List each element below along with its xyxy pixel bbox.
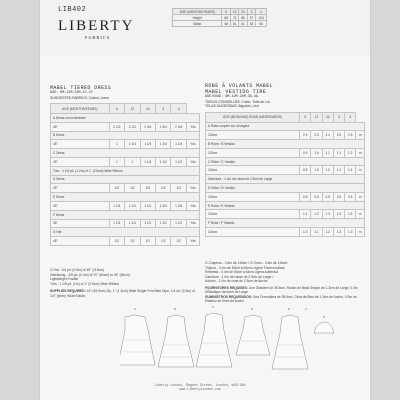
english-supplies: 16" (35.5cm) Zip, 1" (1.3cm) Wide Single Fold Bias Tape, 1/4 yd. (0.3m) of 1/4" (6mm) Wide Elastic: [50, 289, 195, 298]
french-table-cell: 1.2: [311, 210, 322, 219]
english-table-cell: 45": [51, 237, 110, 246]
french-table-cell: 1.1: [333, 166, 344, 175]
table-row: [206, 166, 365, 175]
french-table-cell: 1.0: [311, 166, 322, 175]
french-table-cell: 1.1: [333, 148, 344, 157]
french-spanish-column: [205, 83, 365, 237]
english-table-cell: 45": [51, 157, 110, 166]
table-row: [173, 21, 267, 27]
french-table-cell: 0.5: [300, 192, 311, 201]
english-column: [50, 85, 200, 246]
french-table-cell: 1.5: [333, 210, 344, 219]
french-table-cell: 2.5: [333, 131, 344, 140]
french-table-cell: 2.3: [300, 131, 311, 140]
table-row: [206, 122, 365, 131]
body-measurement-header-2: 12: [230, 9, 238, 15]
french-table-cell: A Robe-coupée sur la largeur: [206, 122, 365, 131]
english-table-cell: A Dress-not contrastive: [51, 114, 200, 123]
body-measurement-header-3: 24: [239, 9, 247, 15]
english-table-cell: 45": [51, 122, 110, 131]
english-table-cell: 1 1/2: [125, 201, 140, 210]
french-table-cell: 1.0: [322, 166, 333, 175]
english-table-cell: B Dress: [51, 131, 200, 140]
body-measurement-cell: Waist: [173, 21, 222, 27]
body-measurement-cell: 86: [239, 15, 247, 21]
english-table-cell: 1 1/4: [125, 140, 140, 149]
english-table-header-5: 4: [171, 104, 186, 114]
table-row: [51, 210, 200, 219]
english-table-header-0: AGE (MONTHS/YEARS): [51, 104, 110, 114]
english-table-cell: 2 3/4: [140, 122, 155, 131]
french-table-header-2: 12: [311, 112, 322, 122]
french-table-cell: 0.5: [345, 192, 356, 201]
table-row: [51, 157, 200, 166]
body-measurement-cell: 53: [247, 21, 255, 27]
table-row: [51, 114, 200, 123]
french-table-cell: 115cm: [206, 210, 300, 219]
pattern-code: LIB402: [58, 6, 87, 14]
body-measurement-header-1: 6: [222, 9, 230, 15]
french-note: Triplure - 0.4m de 50cm à 64cm Légère Thermocollant: [205, 265, 285, 270]
english-table-cell: 1 1/4: [156, 140, 171, 149]
english-table-cell: 1 1/2: [156, 157, 171, 166]
french-notes: [205, 261, 365, 304]
french-table-cell: 1.5: [345, 210, 356, 219]
body-measurement-cell: Height: [173, 15, 222, 21]
french-table-header-3: 24: [322, 112, 333, 122]
french-table-cell: 1.3: [333, 228, 344, 237]
sketch-label-b: B: [174, 307, 177, 311]
english-table-cell: 1: [109, 140, 124, 149]
english-table-cell: 1/2: [125, 184, 140, 193]
english-fabrics: SUGGESTED FABRICS: Cotton, Linen: [50, 95, 109, 100]
footer: [0, 383, 400, 392]
body-measurement-cell: 97: [247, 15, 255, 21]
french-note: G Chapeau - 0.6m de 115cm / G Gorro - 0.6m de 115cm: [205, 261, 288, 265]
french-table-cell: 1.0: [300, 228, 311, 237]
french-table-cell: 1.3: [322, 210, 333, 219]
table-row: [206, 140, 365, 149]
english-table-cell: 1/2: [171, 184, 186, 193]
english-table-cell: 1 1/4: [125, 219, 140, 228]
french-table-cell: 1.3: [345, 228, 356, 237]
french-table-cell: m: [356, 192, 365, 201]
french-table-cell: 115cm: [206, 192, 300, 201]
table-row: [51, 184, 200, 193]
english-table-cell: 1/2: [109, 184, 124, 193]
french-table-cell: 0.5: [322, 192, 333, 201]
english-table-cell: 1 1/2: [140, 219, 155, 228]
english-table-cell: 45": [51, 201, 110, 210]
english-note: Lightweight Fusible: [50, 277, 79, 281]
french-table-cell: 1.4: [345, 166, 356, 175]
table-row: [206, 148, 365, 157]
body-measurement-header-0: ÂGE (MONTHS/YEARS): [173, 9, 222, 15]
english-table-cell: 1/2: [109, 237, 124, 246]
table-row: [206, 201, 365, 210]
footer-web: www.LibertyLondon.com: [179, 387, 221, 392]
sketch-label-d: D: [251, 307, 254, 311]
table-row: [206, 228, 365, 237]
english-table-header-4: 3: [156, 104, 171, 114]
table-row: [206, 210, 365, 219]
sketch-hat-g: [314, 322, 334, 333]
french-table-cell: m: [356, 210, 365, 219]
english-table-cell: 1 3/4: [171, 201, 186, 210]
english-table-header-3: 24: [140, 104, 155, 114]
english-table-cell: E Dress: [51, 193, 200, 202]
body-measurement-cell: 51: [239, 21, 247, 27]
sketch-label-e: E: [288, 307, 291, 311]
french-table-cell: 2.3: [311, 131, 322, 140]
french-supplies-title: FOURNITURES REQUISES:: [205, 285, 248, 290]
french-table-cell: 1.1: [300, 210, 311, 219]
english-table-header-1: 6: [109, 104, 124, 114]
brand-sub: FABRICS: [85, 35, 111, 40]
spanish-supplies: Una Cremallera de 35.5cm, Cinta de Bies de 1.3cm de Ancho, 0.3m de Elástico de 6mm de Ancho: [205, 294, 357, 303]
french-table-cell: 0.9: [300, 166, 311, 175]
english-note: Interfacing - 3/8 yd. (0.4m) of 20" (50cm) to 25" (64cm): [50, 272, 130, 277]
french-table-cell: m: [356, 228, 365, 237]
body-measurement-header-4: 3: [247, 9, 255, 15]
table-row: [51, 228, 200, 237]
english-notes: [50, 268, 200, 298]
french-table-header-0: ÂGE (MOIS/ANS) EDAD (MESES/AÑOS): [206, 112, 300, 122]
french-table-cell: 115cm: [206, 148, 300, 157]
french-note: Garniture - 1.0m de ruban de 2.5cm de Large /: [205, 274, 274, 279]
english-table-cell: 1/2: [171, 237, 186, 246]
french-table-cell: 0.5: [311, 192, 322, 201]
body-measurement-header-5: 4: [256, 9, 267, 15]
french-supplies: Une Glissière de 35.5cm, Ruban de Biais Simple de 1.3cm de Large, 0.3m d'Élastique de 6mm de Large: [205, 285, 358, 294]
table-row: [51, 131, 200, 140]
spanish-title: MABEL VESTIDO TIRE: [205, 89, 267, 95]
english-table-header-2: 12: [125, 104, 140, 114]
table-row: [51, 237, 200, 246]
english-table-cell: Trim - 1 1/4 yd. (1.2m) of 1" (2.5cm) Wide Ribbon: [51, 166, 200, 175]
english-table-cell: 1 1/2: [156, 219, 171, 228]
body-measurement-cell: 104: [256, 15, 267, 21]
english-table-cell: 1: [125, 157, 140, 166]
sketch-label-c: C: [212, 305, 215, 309]
table-row: [206, 219, 365, 228]
table-row: [51, 175, 200, 184]
french-table-cell: 115cm: [206, 166, 300, 175]
french-table-cell: 0.9: [300, 148, 311, 157]
english-table-cell: 1 3/4: [156, 201, 171, 210]
body-measurement-cell: 56: [256, 21, 267, 27]
french-table-cell: m: [356, 166, 365, 175]
english-table-cell: 2 3/4: [171, 122, 186, 131]
table-row: [51, 201, 200, 210]
french-note: Entretela - 0.4m de 50cm a 64cm Ligera Adhesiva: [205, 270, 279, 274]
english-table-cell: Yds: [186, 184, 199, 193]
english-table-cell: 1 1/4: [109, 219, 124, 228]
french-table-cell: C Robe / C Vestido: [206, 157, 365, 166]
french-table-cell: 0.5: [333, 192, 344, 201]
sketch-label-g: G: [323, 315, 326, 319]
english-age: AGE: 6M-12M-24M-3Y-4Y: [50, 91, 93, 95]
sketch-label-a: A: [134, 307, 137, 311]
english-table-cell: Yds: [186, 122, 199, 131]
english-table-cell: Yds: [186, 140, 199, 149]
brand-logo: LIBERTY: [58, 18, 135, 34]
english-table-cell: Yds: [186, 237, 199, 246]
table-row: [51, 166, 200, 175]
english-table-cell: 1 1/4: [140, 140, 155, 149]
english-table-cell: 1/2: [156, 184, 171, 193]
french-table-cell: 2.5: [345, 131, 356, 140]
french-title: ROBE À VOLANTS MABEL: [205, 83, 274, 89]
english-yardage-table: [50, 103, 200, 246]
french-table-header-1: 6: [300, 112, 311, 122]
french-table-cell: E Robe / E Vestido: [206, 201, 365, 210]
body-measurement-table: [172, 8, 267, 27]
footer-address: Liberty London, Regent Street, London, W1B 5AH: [154, 383, 246, 387]
english-table-cell: F Dress: [51, 210, 200, 219]
french-table-header-4: 3: [333, 112, 344, 122]
french-table-cell: B Robe / B Vestido: [206, 140, 365, 149]
french-table-cell: 1.1: [322, 148, 333, 157]
english-table-cell: 45": [51, 140, 110, 149]
english-table-cell: 1 1/4: [171, 140, 186, 149]
french-table-cell: D Robe / D Vestido: [206, 184, 365, 193]
english-table-cell: G Hat: [51, 228, 200, 237]
english-table-cell: 1 1/2: [140, 201, 155, 210]
english-table-cell: 2 3/4: [156, 122, 171, 131]
english-table-cell: Yds: [186, 201, 199, 210]
sketch-dress-d: [236, 315, 270, 355]
french-table-cell: 115cm: [206, 131, 300, 140]
sketch-dress-b: [158, 315, 194, 367]
sketch-dress-e: [272, 315, 308, 369]
english-table-cell: 1/2: [140, 184, 155, 193]
english-table-cell: Yds: [186, 157, 199, 166]
english-table-cell: 1 1/2: [171, 157, 186, 166]
french-table-cell: F Robe / F Vestido: [206, 219, 365, 228]
english-table-cell: 1/2: [156, 237, 171, 246]
french-table-cell: m: [356, 131, 365, 140]
french-table-cell: 1.0: [311, 148, 322, 157]
table-row: [51, 149, 200, 158]
english-table-cell: 45": [51, 219, 110, 228]
spanish-supplies-title: SUMINISTROS REQUERIDOS:: [205, 294, 253, 299]
spanish-fabrics: TELAS SUGERIDAS: Algodón, Lino: [205, 104, 260, 108]
french-metrage-table: [205, 112, 365, 237]
table-row: [206, 157, 365, 166]
english-title: MABEL TIERED DRESS: [50, 85, 112, 91]
english-table-cell: 1 1/4: [109, 201, 124, 210]
table-row: [206, 175, 365, 184]
table-row: [206, 131, 365, 140]
body-measurement-cell: 48: [222, 21, 230, 27]
body-measurement-cell: 68: [222, 15, 230, 21]
sketch-drawings: [120, 305, 335, 380]
table-row: [51, 122, 200, 131]
english-table-cell: Yds: [186, 219, 199, 228]
english-table-cell: 1/2: [125, 237, 140, 246]
english-table-cell: 1 1/4: [140, 157, 155, 166]
french-table-cell: 2.4: [322, 131, 333, 140]
french-table-cell: 1.2: [345, 148, 356, 157]
english-note: G Hat - 3/4 yd. (0.6m) of 45" (115cm): [50, 268, 105, 272]
french-table-cell: 115cm: [206, 228, 300, 237]
french-table-cell: m: [356, 148, 365, 157]
french-table-cell: 1.1: [311, 228, 322, 237]
table-row: [51, 193, 200, 202]
french-table-cell: Garniture - 1.4m de ruban de 2.5cm de Large: [206, 175, 365, 184]
french-table-cell: 1.2: [322, 228, 333, 237]
table-row: [51, 140, 200, 149]
english-table-cell: D Dress: [51, 175, 200, 184]
sketch-label-f: F: [305, 307, 307, 311]
body-measurement-cell: 76: [230, 15, 238, 21]
english-note: Trim - 1 1/8 yd. (1m) of 1" (2.5cm) Wide Ribbon: [50, 281, 120, 286]
english-table-cell: 2 1/2: [109, 122, 124, 131]
french-note: Adorno - 1.0m de cinta de 2.5cm de Ancho: [205, 279, 268, 283]
english-table-cell: 1/2: [140, 237, 155, 246]
english-table-cell: 2 1/2: [125, 122, 140, 131]
french-age: ÂGE/EDAD: 6M-12M-24M-3A-4A: [205, 95, 258, 99]
english-supplies-title: SUPPLIES REQUIRED:: [50, 289, 86, 293]
french-fabrics: TISSUS CONSEILLÉS: Coton, Tulle de Lin.: [205, 99, 271, 104]
body-measurement-cell: 51: [230, 21, 238, 27]
english-table-cell: 45": [51, 184, 110, 193]
garment-sketches: [120, 305, 335, 380]
french-table-header-5: 4: [345, 112, 356, 122]
table-row: [51, 219, 200, 228]
table-row: [206, 184, 365, 193]
sketch-dress-c: [196, 313, 232, 367]
english-table-cell: 1 1/2: [171, 219, 186, 228]
table-row: [206, 192, 365, 201]
english-table-cell: C Dress: [51, 149, 200, 158]
english-table-cell: 1: [109, 157, 124, 166]
